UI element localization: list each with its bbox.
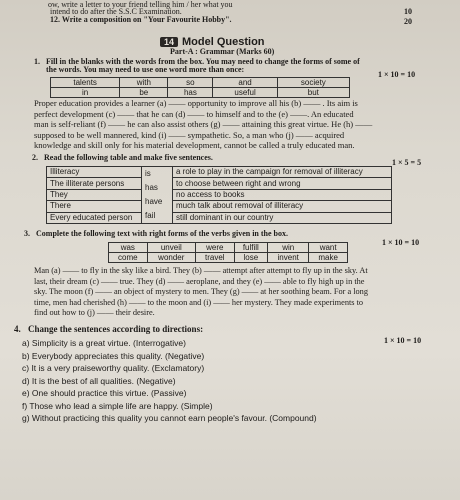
q2-subject-cell: There — [47, 201, 142, 212]
q2-subject-cell: Every educated person — [47, 212, 142, 223]
q2-verb-cell — [142, 167, 173, 224]
q3-passage-line: find out how to (j) —— their desire. — [34, 308, 155, 317]
q2-verb: is — [145, 169, 151, 178]
q3-box-cell: was — [109, 243, 148, 253]
q2-predicate-cell: much talk about removal of illiteracy — [173, 201, 392, 212]
q3-box-cell: want — [309, 243, 348, 253]
q4-number: 4. — [14, 324, 21, 334]
q3-box-cell: wonder — [147, 253, 195, 263]
q3-box-cell: make — [309, 253, 348, 263]
q4-item: a) Simplicity is a great virtue. (Interrogative) — [22, 338, 186, 348]
q3-passage — [34, 266, 368, 319]
header-line-3: 12. Write a composition on "Your Favourite Hobby". — [50, 15, 232, 24]
q4-item: f) Those who lead a simple life are happy. (Simple) — [22, 400, 213, 411]
q1-box-cell: society — [277, 78, 349, 88]
q4-item: d) It is the best of all qualities. (Negative) — [22, 375, 176, 386]
q3-box-cell: invent — [268, 253, 309, 263]
q4-item: e) One should practice this virtue. (Passive) — [22, 388, 187, 398]
model-title: Model Question — [182, 36, 265, 48]
q2-number: 2. — [32, 153, 38, 162]
header-mark-1: 10 — [404, 7, 412, 16]
part-a-label: Part-A : Grammar (Marks 60) — [170, 47, 275, 56]
q3-box-cell: lose — [234, 253, 267, 263]
q2-subject-cell: They — [47, 189, 142, 200]
header-line-2: intend to do after the S.S.C Examination. — [50, 7, 182, 16]
q1-passage-line: supposed to be well mannered, kind (i) —— sympathetic. So, a man who (j) —— acquired — [34, 129, 345, 140]
q3-box-cell: win — [268, 243, 309, 253]
q2-table-row — [47, 167, 392, 178]
q3-passage-line: last, their dream (c) —— true. They (d) —— aeroplane, and they (e) —— able to fly high up in the — [34, 276, 365, 286]
q1-passage — [34, 98, 372, 151]
q1-passage-line: knowledge and skill only for his material development, cannot be called a truly educated man. — [34, 140, 355, 150]
q2-predicate-cell: still dominant in our country — [173, 212, 392, 223]
q2-verb: have — [145, 197, 163, 206]
q2-subject-cell: The illiterate persons — [47, 178, 142, 189]
q1-passage-line: perfect development (c) —— that he can (d) —— to himself and to the (e) ——. An educated — [34, 108, 354, 119]
q1-instruction-2: the words. You may need to use one word more than once: — [46, 65, 245, 74]
q4-items — [22, 337, 317, 425]
q3-passage-line: time, men had cherished (h) —— to the moon and (i) —— her mystery. They made experiments to — [34, 297, 364, 307]
q2-table-row — [47, 212, 392, 223]
q3-marks: 1 × 10 = 10 — [382, 238, 420, 247]
q2-verb: has — [145, 183, 158, 192]
header-mark-2: 20 — [404, 17, 412, 26]
q3-box-row-2 — [109, 253, 348, 263]
header-line-1: ow, write a letter to your friend telling him / her what you — [48, 0, 233, 9]
q3-verb-box — [108, 242, 348, 263]
q1-box-cell: so — [168, 78, 213, 88]
q3-box-cell: were — [195, 243, 234, 253]
q1-box-cell: be — [120, 88, 168, 98]
q4-item: b) Everybody appreciates this quality. (Negative) — [22, 350, 205, 361]
q1-box-row-2 — [51, 88, 350, 98]
q2-table-row — [47, 201, 392, 212]
q2-verb: fail — [145, 211, 156, 220]
q1-box-cell: and — [213, 78, 277, 88]
q2-predicate-cell: a role to play in the campaign for removal of illiteracy — [173, 167, 392, 178]
q4-item: g) Without practicing this quality you cannot earn people's favour. (Compound) — [22, 413, 317, 423]
q1-box-cell: but — [277, 88, 349, 98]
q1-box-cell: talents — [51, 78, 120, 88]
q3-box-cell: come — [109, 253, 148, 263]
q1-box-cell: with — [120, 78, 168, 88]
q1-passage-line: man is self-reliant (f) —— he can also assist others (g) —— attaining this great virtue. He (h) —— — [34, 119, 373, 129]
q3-number: 3. — [24, 229, 30, 238]
q4-instruction: Change the sentences according to directions: — [28, 324, 204, 334]
q2-instruction: Read the following table and make five sentences. — [44, 153, 213, 162]
q3-passage-line: Man (a) —— to fly in the sky like a bird. They (b) —— attempt after attempt to fly up in the sky. At — [34, 266, 368, 275]
q2-table-row — [47, 178, 392, 189]
q3-box-cell: fulfill — [234, 243, 267, 253]
q3-box-cell: travel — [195, 253, 234, 263]
q2-predicate-cell: no access to books — [173, 189, 392, 200]
q3-box-row-1 — [109, 243, 348, 253]
q3-instruction: Complete the following text with right forms of the verbs given in the box. — [36, 229, 288, 238]
q1-box-cell: in — [51, 88, 120, 98]
q2-substitution-table — [46, 166, 392, 224]
q4-marks: 1 × 10 = 10 — [384, 336, 422, 345]
q1-word-box — [50, 77, 350, 98]
q4-item: c) It is a very praiseworthy quality. (Exclamatory) — [22, 363, 205, 373]
q2-table-row — [47, 189, 392, 200]
q1-box-row-1 — [51, 78, 350, 88]
q1-passage-line: Proper education provides a learner (a) —— opportunity to improve all his (b) —— . Its aim is — [34, 98, 358, 108]
q3-passage-line: sky. The moon (f) —— an object of mystery to men. They (g) —— at her soothing beam. For a long — [34, 287, 368, 296]
q2-predicate-cell: to choose between right and wrong — [173, 178, 392, 189]
q1-marks: 1 × 10 = 10 — [378, 70, 416, 79]
q3-box-cell: unveil — [147, 243, 195, 253]
q2-subject-cell: Illiteracy — [47, 167, 142, 178]
q1-number: 1. — [34, 57, 40, 66]
q1-box-cell: useful — [213, 88, 277, 98]
model-number-badge: 14 — [160, 37, 178, 47]
q1-box-cell: has — [168, 88, 213, 98]
q2-marks: 1 × 5 = 5 — [392, 158, 422, 167]
q1-instruction-1: Fill in the blanks with the words from the box. You may need to change the forms of some of — [46, 57, 360, 66]
